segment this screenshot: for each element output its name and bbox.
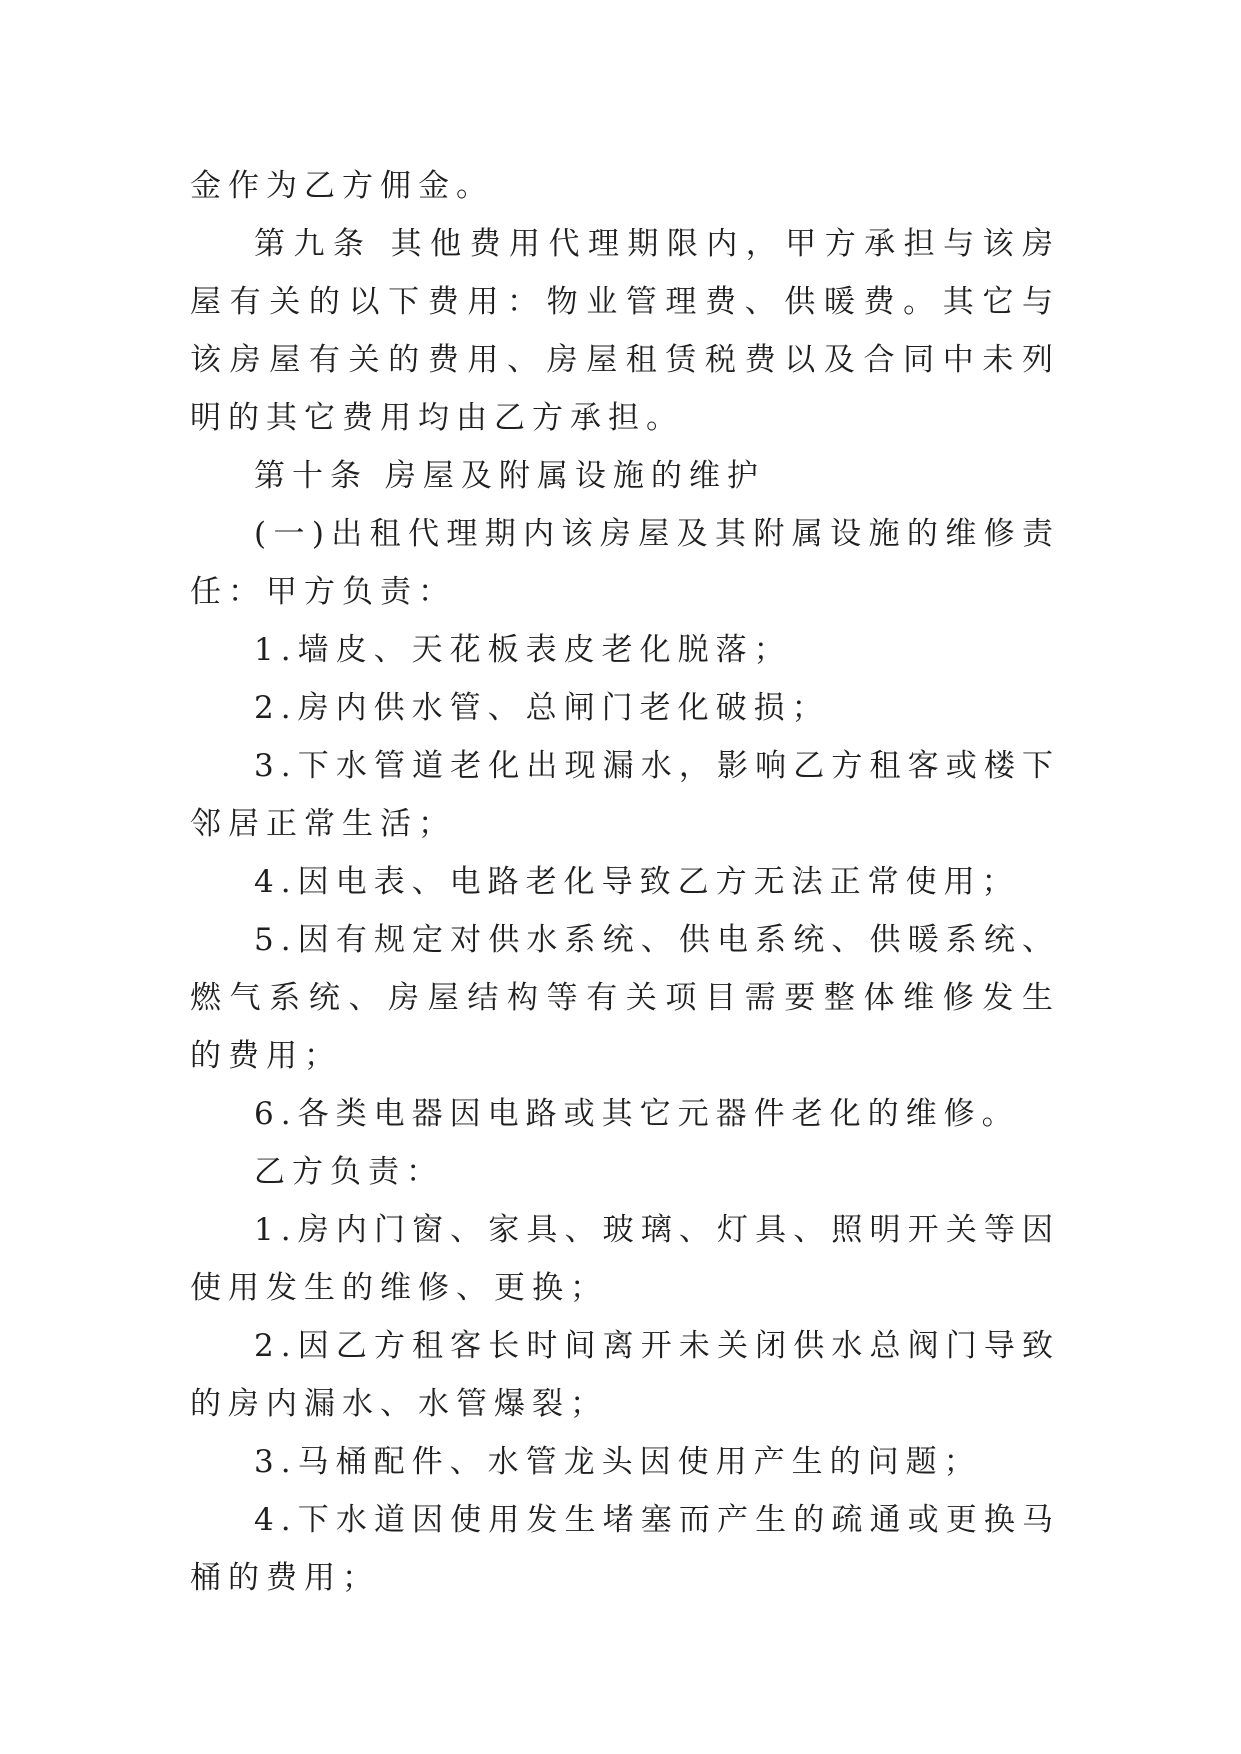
document-body [190,157,1060,1607]
list-item-party-a-3: 3.下水管道老化出现漏水，影响乙方租客或楼下邻居正常生活； [190,748,1060,842]
list-item-party-b-1: 1.房内门窗、家具、玻璃、灯具、照明开关等因使用发生的维修、更换； [190,1212,1060,1306]
paragraph-section-1: (一)出租代理期内该房屋及其附属设施的维修责任：甲方负责： [190,516,1060,610]
list-item-party-a-1: 1.墙皮、天花板表皮老化脱落； [254,632,792,668]
paragraph-party-b-heading: 乙方负责： [254,1154,444,1190]
paragraph-commission: 金作为乙方佣金。 [190,168,494,204]
list-item-party-b-3: 3.马桶配件、水管龙头因使用产生的问题； [254,1444,982,1480]
list-item-party-a-4: 4.因电表、电路老化导致乙方无法正常使用； [254,864,1020,900]
list-item-party-b-2: 2.因乙方租客长时间离开未关闭供水总阀门导致的房内漏水、水管爆裂； [190,1328,1060,1422]
list-item-party-b-4: 4.下水道因使用发生堵塞而产生的疏通或更换马桶的费用； [190,1502,1060,1596]
list-item-party-a-5: 5.因有规定对供水系统、供电系统、供暖系统、燃气系统、房屋结构等有关项目需要整体维修发生的费用； [190,922,1060,1074]
list-item-party-a-2: 2.房内供水管、总闸门老化破损； [254,690,830,726]
paragraph-article-9: 第九条 其他费用代理期限内，甲方承担与该房屋有关的以下费用：物业管理费、供暖费。其它与该房屋有关的费用、房屋租赁税费以及合同中未列明的其它费用均由乙方承担。 [190,226,1060,436]
paragraph-article-10-heading: 第十条 房屋及附属设施的维护 [254,458,765,494]
list-item-party-a-6: 6.各类电器因电路或其它元器件老化的维修。 [254,1096,1020,1132]
